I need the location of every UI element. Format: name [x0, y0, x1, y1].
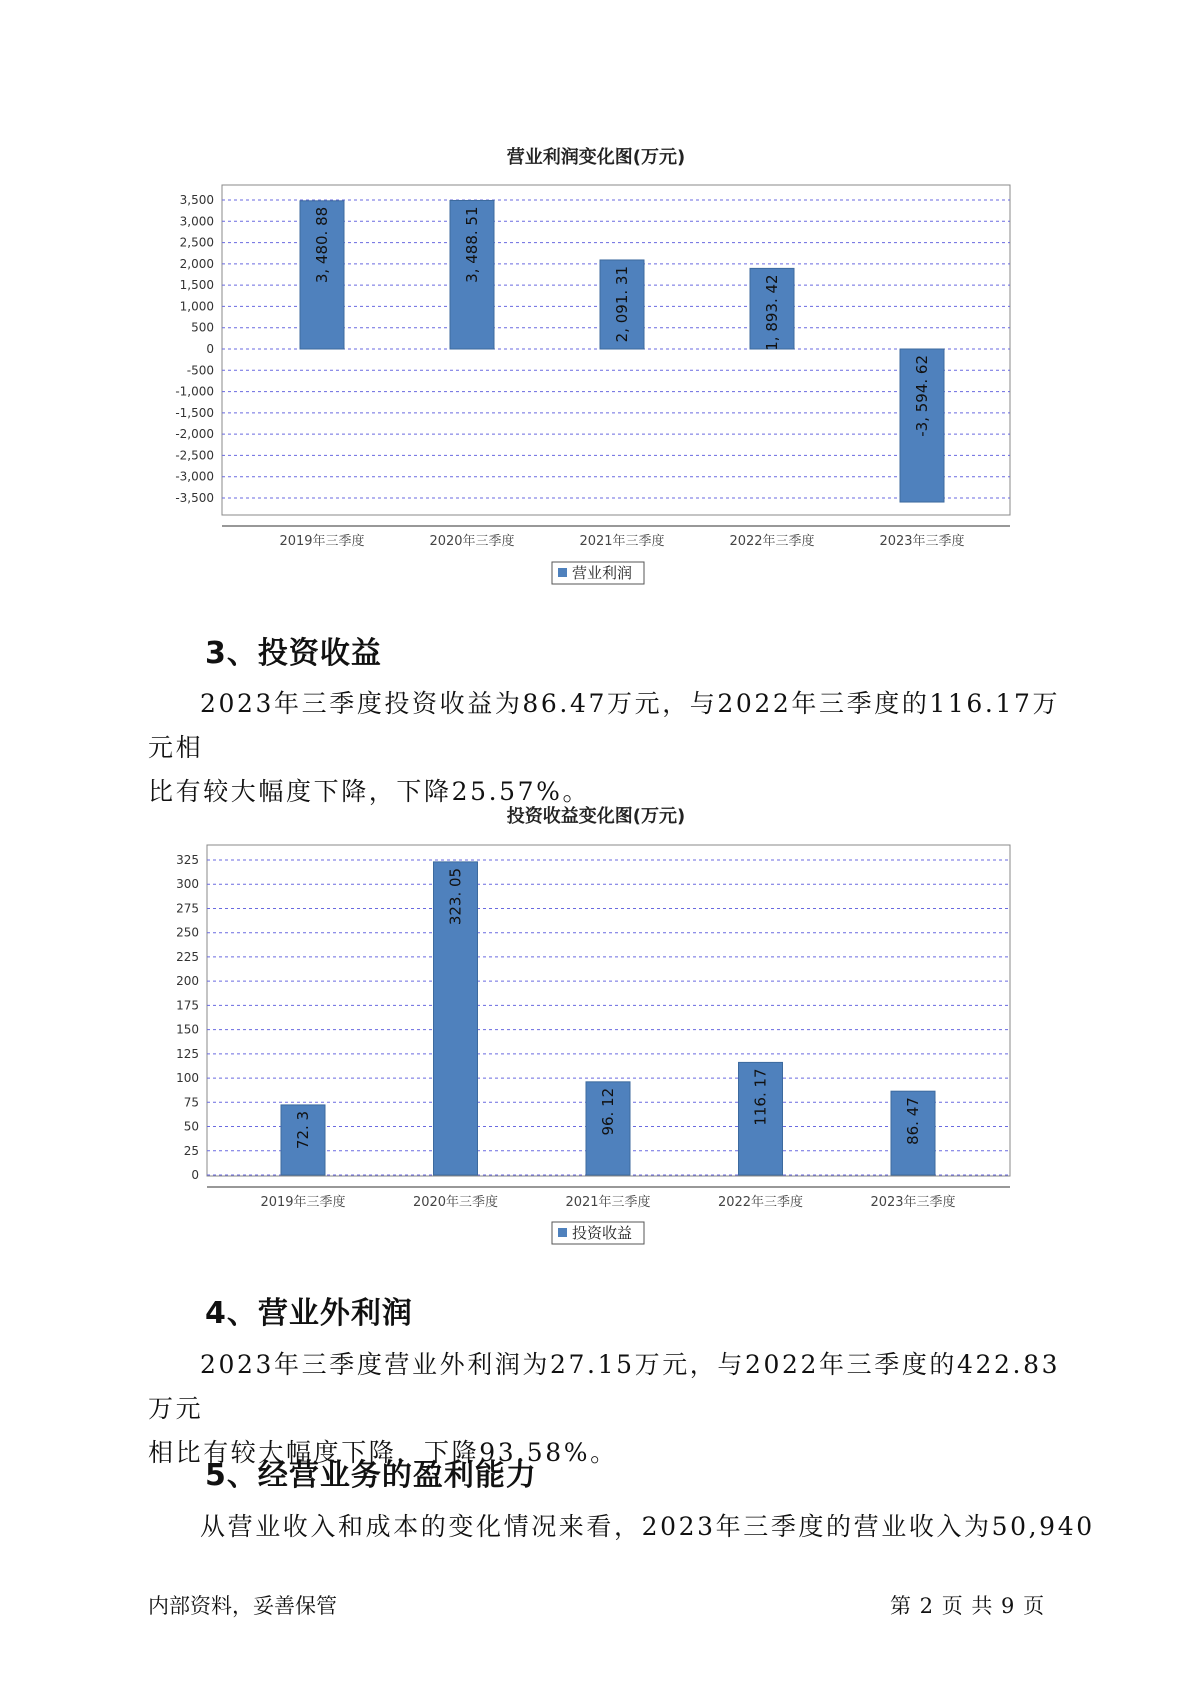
invest-y-tick-label: 300 [176, 877, 199, 892]
invest-y-tick-label: 100 [176, 1071, 199, 1086]
investment-income-text-line1: 2023年三季度投资收益为86.47万元，与2022年三季度的116.17万元相 [148, 689, 1061, 762]
invest-chart-title: 投资收益变化图(万元) [506, 806, 686, 827]
op-profit-data-label: 3, 488. 51 [463, 206, 481, 283]
op-profit-y-tick-label: 0 [206, 342, 214, 356]
op-profit-data-label: -3, 594. 62 [913, 355, 931, 437]
invest-y-tick-label: 50 [183, 1119, 199, 1134]
op-profit-data-label: 2, 091. 31 [613, 265, 631, 343]
business-profitability-text-line1: 从营业收入和成本的变化情况来看，2023年三季度的营业收入为50,940 [200, 1512, 1095, 1541]
invest-y-tick-label: 325 [176, 853, 199, 867]
invest-y-tick-label: 0 [191, 1168, 199, 1182]
op-profit-category-label: 2019年三季度 [279, 534, 365, 549]
invest-legend-label: 投资收益 [572, 1224, 633, 1242]
invest-y-tick-label: 125 [176, 1046, 199, 1061]
invest-y-tick-label: 75 [183, 1095, 199, 1110]
invest-data-label: 86. 47 [904, 1097, 922, 1145]
invest-y-tick-label: 175 [176, 998, 199, 1013]
op-profit-category-label: 2021年三季度 [579, 534, 665, 549]
invest-data-label: 72. 3 [294, 1110, 312, 1150]
invest-y-tick-label: 250 [176, 925, 199, 940]
op-profit-y-tick-label: -1,500 [175, 405, 214, 420]
op-profit-chart-title: 营业利润变化图(万元) [506, 147, 686, 168]
op-profit-y-tick-label: -2,000 [175, 427, 214, 442]
business-profitability-paragraph [148, 1505, 1108, 1549]
invest-category-label: 2021年三季度 [565, 1195, 651, 1210]
op-profit-y-tick-label: -3,000 [175, 469, 214, 484]
op-profit-y-tick-label: 3,000 [179, 214, 214, 229]
op-profit-category-label: 2023年三季度 [879, 534, 965, 549]
investment-income-heading: 3、投资收益 [205, 636, 382, 671]
invest-y-tick-label: 275 [176, 901, 199, 916]
op-profit-category-label: 2020年三季度 [429, 534, 515, 549]
op-profit-y-tick-label: 3,500 [179, 193, 214, 207]
invest-category-label: 2020年三季度 [412, 1195, 499, 1210]
op-profit-y-tick-label: -2,500 [175, 448, 214, 463]
non-operating-profit-heading: 4、营业外利润 [205, 1296, 413, 1331]
invest-legend-swatch [558, 1228, 567, 1237]
investment-income-text-line2: 比有较大幅度下降，下降25.57%。 [148, 777, 591, 806]
op-profit-y-tick-label: 500 [191, 320, 214, 335]
invest-category-label: 2019年三季度 [260, 1195, 346, 1210]
op-profit-y-tick-label: 1,500 [179, 278, 214, 293]
op-profit-y-tick-label: -1,000 [175, 384, 214, 399]
op-profit-y-tick-label: 1,000 [179, 299, 214, 314]
invest-category-label: 2022年三季度 [717, 1195, 804, 1210]
footer-page-number: 第 2 页 共 9 页 [890, 1594, 1046, 1618]
footer-confidential-note: 内部资料，妥善保管 [148, 1594, 337, 1618]
op-profit-y-tick-label: -500 [186, 363, 214, 378]
op-profit-category-label: 2022年三季度 [729, 534, 815, 549]
invest-category-label: 2023年三季度 [870, 1195, 956, 1210]
non-operating-profit-text-line2: 相比有较大幅度下降，下降93.58%。 [148, 1438, 618, 1467]
invest-y-tick-label: 200 [176, 974, 199, 989]
business-profitability-heading: 5、经营业务的盈利能力 [205, 1458, 537, 1493]
invest-y-tick-label: 225 [176, 949, 199, 964]
op-profit-y-tick-label: -3,500 [175, 491, 214, 505]
op-profit-data-label: 1, 893. 42 [763, 274, 781, 351]
invest-data-label: 323. 05 [446, 867, 465, 926]
invest-data-label: 96. 12 [599, 1087, 617, 1136]
invest-data-label: 116. 17 [751, 1068, 770, 1126]
non-operating-profit-text-line1: 2023年三季度营业外利润为27.15万元，与2022年三季度的422.83万元 [148, 1350, 1061, 1423]
invest-y-tick-label: 150 [176, 1022, 199, 1037]
op-profit-data-label: 3, 480. 88 [313, 206, 331, 284]
op-profit-y-tick-label: 2,500 [179, 235, 214, 250]
op-profit-y-tick-label: 2,000 [179, 256, 214, 271]
invest-y-tick-label: 25 [183, 1143, 199, 1158]
op-profit-legend-label: 营业利润 [572, 564, 633, 582]
